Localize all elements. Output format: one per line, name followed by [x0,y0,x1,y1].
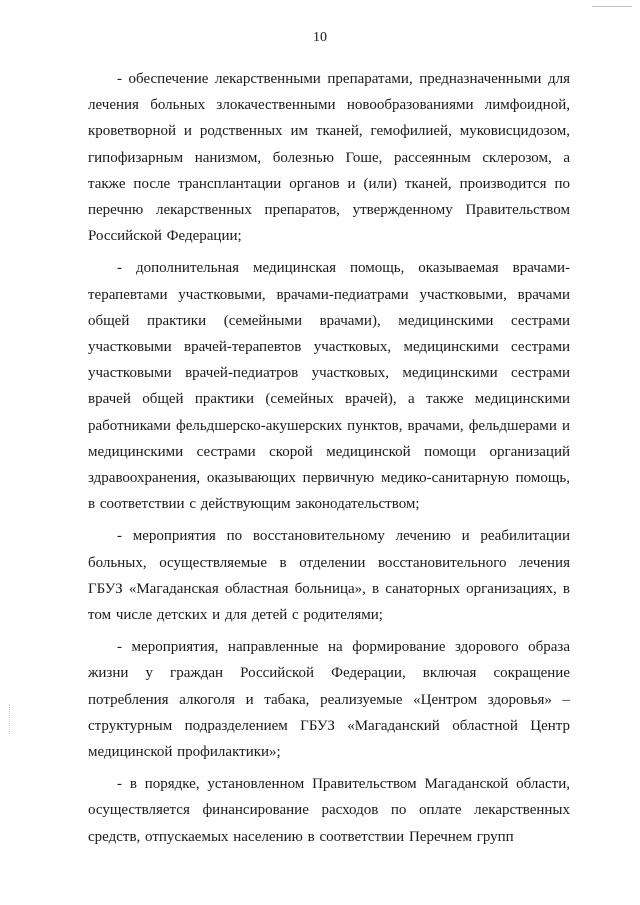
scan-corner-mark [592,6,632,7]
paragraph-financing: - в порядке, установленном Правительством Магаданской области, осуществляется финансирование расходов по оплате лекарственных средств, отпускаемых населению в соответствии Перечнем групп [88,776,570,845]
document-body [88,66,570,856]
paragraph-rehabilitation: - мероприятия по восстановительному лечению и реабилитации больных, осуществляемые в отделении восстановительного лечения ГБУЗ «Магаданская областная больница», в санаторных организациях, в том числе детских и для детей с родителями; [88,528,570,624]
paragraph-drug-provision: - обеспечение лекарственными препаратами, предназначенными для лечения больных злокачественными новообразованиями лимфоидной, кроветворной и родственных им тканей, гемофилией, муковисцидозом, гипофизарным нанизмом, болезнью Гоше, рассеянным склерозом, а также после трансплантации органов и (или) тканей, производится по перечню лекарственных препаратов, утвержденному Правительством Российской Федерации; [88,71,570,245]
scan-margin-specks [9,704,10,734]
paragraph-healthy-lifestyle: - мероприятия, направленные на формирование здорового образа жизни у граждан Российской Федерации, включая сокращение потребления алкоголя и табака, реализуемые «Центром здоровья» – структурным подразделением ГБУЗ «Магаданский областной Центр медицинской профилактики»; [88,639,570,761]
page-number: 10 [313,30,327,45]
paragraph-additional-medical-care: - дополнительная медицинская помощь, оказываемая врачами-терапевтами участковыми, врачами-педиатрами участковыми, врачами общей практики (семейными врачами), медицинскими сестрами участковыми врачей-терапевтов участковых, медицинскими сестрами участковыми врачей-педиатров участковых, медицинскими сестрами врачей общей практики (семейных врачей), а также медицинскими работниками фельдшерско-акушерских пунктов, врачами, фельдшерами и медицинскими сестрами скорой медицинской помощи организаций здравоохранения, оказывающих первичную медико-санитарную помощь, в соответствии с действующим законодательством; [88,260,570,513]
